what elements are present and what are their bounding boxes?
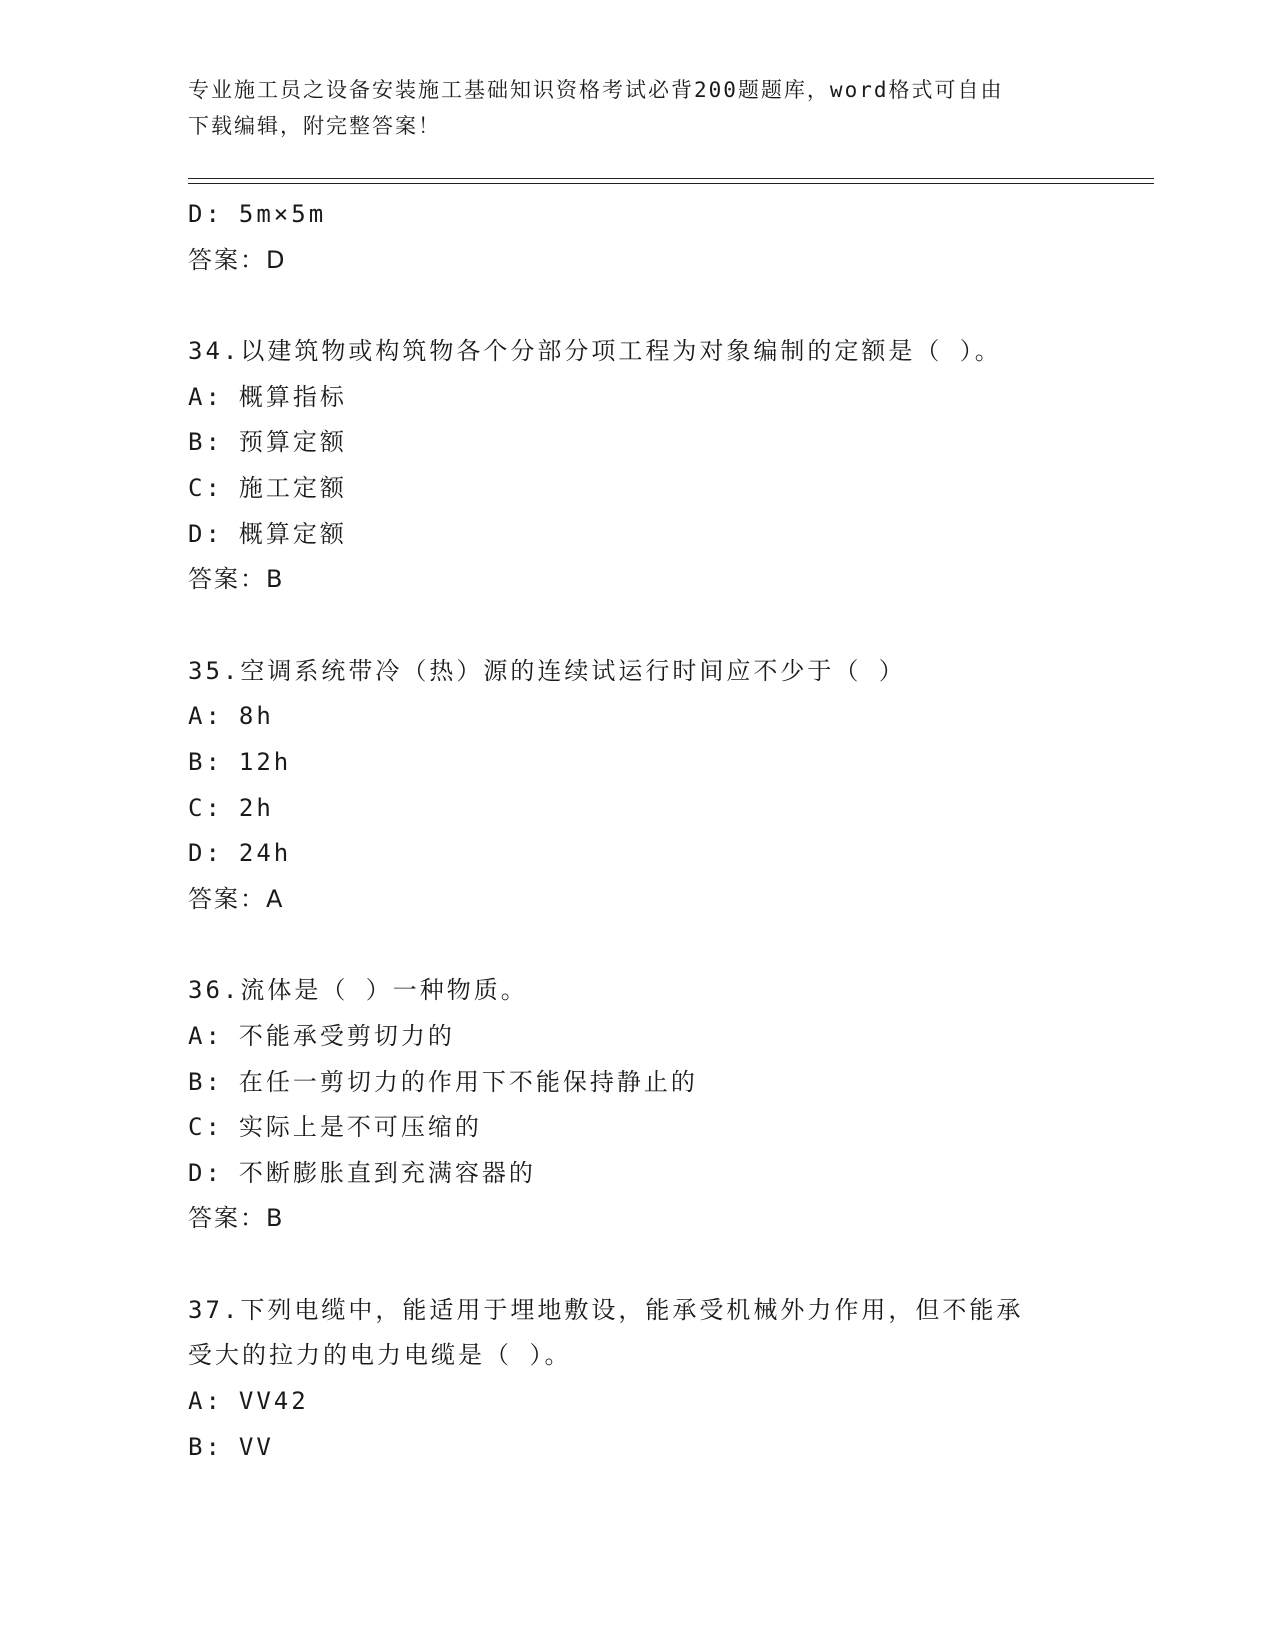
option-text: VV: [238, 1432, 274, 1461]
question-stem: 34.以建筑物或构筑物各个分部分项工程为对象编制的定额是（ ）。: [188, 337, 1002, 366]
option-key: D:: [188, 1158, 223, 1187]
option-text: VV42: [238, 1387, 309, 1416]
answer-line: 答案：B: [188, 565, 285, 594]
question-list: [188, 192, 1154, 1470]
option-text: 12h: [238, 747, 292, 776]
option-text: 概算定额: [238, 519, 347, 548]
answer-line: 答案：A: [188, 884, 285, 913]
question-stem: 35.空调系统带冷（热）源的连续试运行时间应不少于（ ）: [188, 656, 906, 685]
option-text: 5m×5m: [238, 200, 327, 228]
option-text: 不断膨胀直到充满容器的: [238, 1158, 536, 1187]
option-text: 概算指标: [238, 382, 347, 411]
option-row: [188, 1014, 1154, 1060]
option-row: [188, 831, 1154, 877]
option-row: [188, 466, 1154, 512]
header-divider-bottom: [188, 183, 1154, 184]
answer-line: 答案：D: [188, 245, 287, 274]
option-key: D:: [188, 839, 223, 868]
option-text: 8h: [238, 702, 274, 731]
option-key: A:: [188, 702, 223, 731]
option-row: [188, 420, 1154, 466]
option-row: [188, 694, 1154, 740]
option-key: A:: [188, 382, 223, 411]
option-row: [188, 375, 1154, 421]
option-row: [188, 1379, 1154, 1425]
question-stem-line-2: 受大的拉力的电力电缆是（ ）。: [188, 1341, 572, 1370]
option-key: D:: [188, 200, 223, 228]
option-key: C:: [188, 793, 223, 822]
answer-line: 答案：B: [188, 1204, 285, 1233]
option-row: [188, 192, 1154, 238]
option-text: 24h: [238, 839, 292, 868]
option-row: [188, 1105, 1154, 1151]
option-row: [188, 1151, 1154, 1197]
header-line-1: 专业施工员之设备安装施工基础知识资格考试必背200题题库，word格式可自由: [188, 78, 1004, 102]
option-row: [188, 786, 1154, 832]
option-key: A:: [188, 1021, 223, 1050]
document-header: [188, 72, 1088, 144]
question-stem-line-1: 37.下列电缆中，能适用于埋地敷设，能承受机械外力作用，但不能承: [188, 1295, 1024, 1324]
option-row: [188, 1060, 1154, 1106]
option-key: C:: [188, 1113, 223, 1142]
option-key: A:: [188, 1387, 223, 1416]
option-row: [188, 740, 1154, 786]
option-text: 实际上是不可压缩的: [238, 1113, 482, 1142]
question-stem: 36.流体是（ ）一种物质。: [188, 976, 528, 1005]
option-text: 2h: [238, 793, 274, 822]
option-key: B:: [188, 1067, 223, 1096]
option-key: B:: [188, 747, 223, 776]
option-text: 不能承受剪切力的: [238, 1021, 455, 1050]
option-key: B:: [188, 1432, 223, 1461]
option-row: [188, 1425, 1154, 1471]
option-key: D:: [188, 519, 223, 548]
option-row: [188, 512, 1154, 558]
option-text: 预算定额: [238, 428, 347, 457]
option-key: C:: [188, 473, 223, 502]
header-line-2: 下载编辑，附完整答案！: [188, 114, 441, 138]
option-key: B:: [188, 428, 223, 457]
option-text: 在任一剪切力的作用下不能保持静止的: [238, 1067, 698, 1096]
option-text: 施工定额: [238, 473, 347, 502]
header-divider-top: [188, 178, 1154, 179]
